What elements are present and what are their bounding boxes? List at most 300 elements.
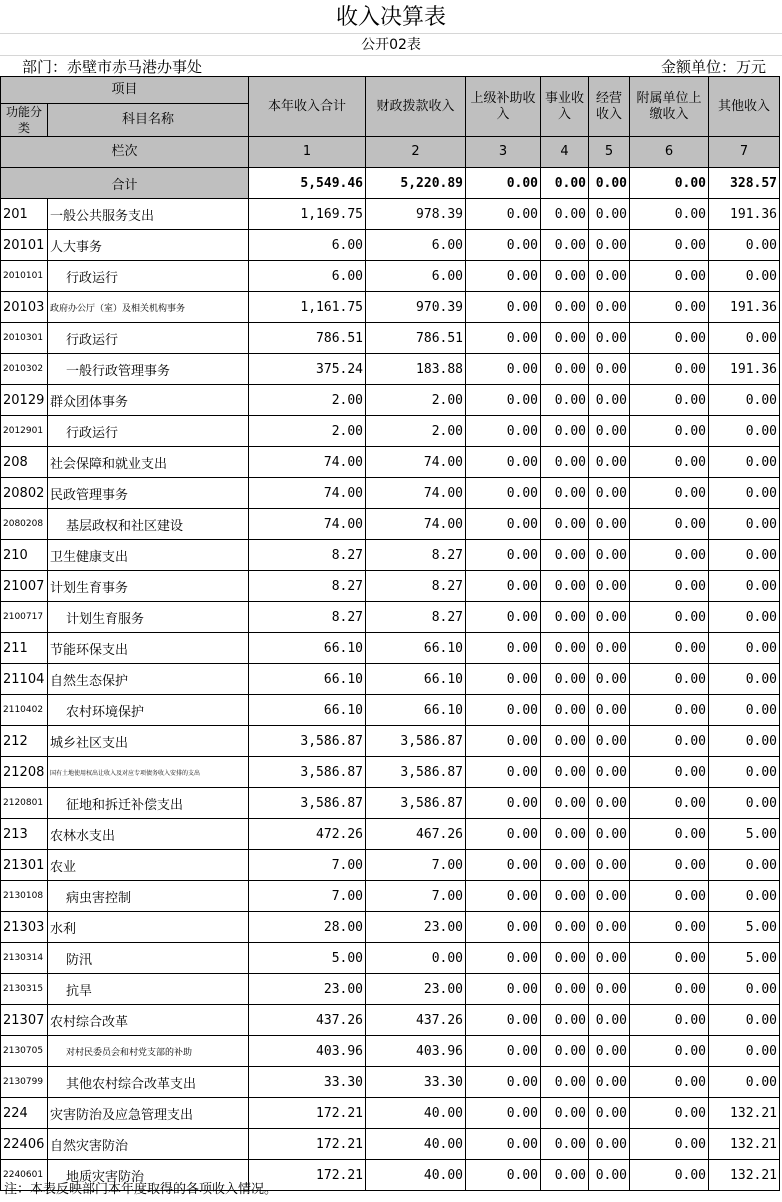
row-value: 2.00 bbox=[249, 416, 366, 447]
row-value: 0.00 bbox=[589, 478, 630, 509]
table-row bbox=[1, 1129, 780, 1160]
row-value: 0.00 bbox=[541, 540, 589, 571]
table-row bbox=[1, 416, 780, 447]
report-title: 收入决算表 bbox=[335, 5, 446, 30]
row-code: 20101 bbox=[1, 230, 48, 261]
row-value: 0.00 bbox=[541, 943, 589, 974]
row-value: 0.00 bbox=[709, 881, 780, 912]
row-value: 8.27 bbox=[249, 602, 366, 633]
row-value: 0.00 bbox=[541, 850, 589, 881]
row-code: 20802 bbox=[1, 478, 48, 509]
table-row bbox=[1, 943, 780, 974]
total-value: 328.57 bbox=[709, 168, 780, 199]
table-row bbox=[1, 571, 780, 602]
row-value: 403.96 bbox=[366, 1036, 466, 1067]
row-value: 74.00 bbox=[249, 447, 366, 478]
row-value: 3,586.87 bbox=[366, 788, 466, 819]
row-value: 0.00 bbox=[630, 292, 709, 323]
row-subject-name: 群众团体事务 bbox=[48, 385, 249, 416]
row-value: 403.96 bbox=[249, 1036, 366, 1067]
row-subject-name: 节能环保支出 bbox=[48, 633, 249, 664]
row-code: 2240601 bbox=[1, 1160, 48, 1191]
row-value: 0.00 bbox=[589, 1005, 630, 1036]
row-value: 437.26 bbox=[366, 1005, 466, 1036]
row-value: 172.21 bbox=[249, 1129, 366, 1160]
row-code: 21301 bbox=[1, 850, 48, 881]
row-subject-name: 防汛 bbox=[48, 943, 249, 974]
table-row bbox=[1, 1005, 780, 1036]
row-code: 2130799 bbox=[1, 1067, 48, 1098]
row-value: 0.00 bbox=[589, 788, 630, 819]
table-row bbox=[1, 819, 780, 850]
row-value: 0.00 bbox=[589, 757, 630, 788]
row-value: 0.00 bbox=[466, 695, 541, 726]
row-value: 0.00 bbox=[709, 416, 780, 447]
row-value: 0.00 bbox=[466, 1129, 541, 1160]
row-value: 66.10 bbox=[366, 695, 466, 726]
row-value: 0.00 bbox=[541, 602, 589, 633]
row-subject-name: 水利 bbox=[48, 912, 249, 943]
row-value: 0.00 bbox=[466, 385, 541, 416]
row-code: 20129 bbox=[1, 385, 48, 416]
row-value: 0.00 bbox=[541, 1036, 589, 1067]
row-value: 0.00 bbox=[541, 261, 589, 292]
row-subject-name: 一般行政管理事务 bbox=[48, 354, 249, 385]
row-value: 132.21 bbox=[709, 1129, 780, 1160]
row-code: 2130315 bbox=[1, 974, 48, 1005]
row-value: 0.00 bbox=[466, 1098, 541, 1129]
row-value: 172.21 bbox=[249, 1160, 366, 1191]
row-value: 191.36 bbox=[709, 199, 780, 230]
table-row bbox=[1, 912, 780, 943]
row-subject-name: 其他农村综合改革支出 bbox=[48, 1067, 249, 1098]
header-col-6: 附属单位上缴收入 bbox=[630, 77, 709, 137]
row-value: 6.00 bbox=[249, 230, 366, 261]
row-value: 66.10 bbox=[366, 633, 466, 664]
row-value: 8.27 bbox=[366, 602, 466, 633]
row-value: 3,586.87 bbox=[249, 726, 366, 757]
row-code: 224 bbox=[1, 1098, 48, 1129]
row-value: 0.00 bbox=[709, 602, 780, 633]
row-value: 23.00 bbox=[249, 974, 366, 1005]
row-value: 0.00 bbox=[630, 1129, 709, 1160]
total-value: 5,549.46 bbox=[249, 168, 366, 199]
row-subject-name: 抗旱 bbox=[48, 974, 249, 1005]
row-value: 7.00 bbox=[366, 850, 466, 881]
row-value: 7.00 bbox=[366, 881, 466, 912]
row-code: 2130314 bbox=[1, 943, 48, 974]
row-value: 0.00 bbox=[466, 788, 541, 819]
row-value: 0.00 bbox=[630, 354, 709, 385]
row-value: 0.00 bbox=[466, 1160, 541, 1191]
table-row bbox=[1, 1098, 780, 1129]
row-subject-name: 行政运行 bbox=[48, 323, 249, 354]
table-row bbox=[1, 261, 780, 292]
row-value: 40.00 bbox=[366, 1160, 466, 1191]
row-code: 212 bbox=[1, 726, 48, 757]
header-col-2: 财政拨款收入 bbox=[366, 77, 466, 137]
row-value: 0.00 bbox=[366, 943, 466, 974]
row-value: 0.00 bbox=[630, 571, 709, 602]
row-value: 0.00 bbox=[589, 664, 630, 695]
header-col-7: 其他收入 bbox=[709, 77, 780, 137]
row-code: 213 bbox=[1, 819, 48, 850]
header-col-3: 上级补助收入 bbox=[466, 77, 541, 137]
row-value: 0.00 bbox=[541, 447, 589, 478]
row-subject-name: 自然生态保护 bbox=[48, 664, 249, 695]
row-value: 2.00 bbox=[366, 416, 466, 447]
row-value: 0.00 bbox=[466, 1005, 541, 1036]
row-value: 0.00 bbox=[589, 881, 630, 912]
row-value: 467.26 bbox=[366, 819, 466, 850]
table-row bbox=[1, 1067, 780, 1098]
row-subject-name: 卫生健康支出 bbox=[48, 540, 249, 571]
row-value: 0.00 bbox=[466, 571, 541, 602]
table-row bbox=[1, 230, 780, 261]
table-row bbox=[1, 974, 780, 1005]
row-value: 7.00 bbox=[249, 850, 366, 881]
row-value: 0.00 bbox=[630, 1005, 709, 1036]
row-code: 2010301 bbox=[1, 323, 48, 354]
header-row-1 bbox=[1, 77, 780, 104]
row-value: 3,586.87 bbox=[249, 788, 366, 819]
row-value: 0.00 bbox=[630, 819, 709, 850]
row-value: 0.00 bbox=[589, 850, 630, 881]
row-subject-name: 农业 bbox=[48, 850, 249, 881]
row-value: 0.00 bbox=[630, 757, 709, 788]
row-value: 0.00 bbox=[630, 912, 709, 943]
row-value: 74.00 bbox=[366, 478, 466, 509]
row-value: 0.00 bbox=[709, 695, 780, 726]
row-value: 0.00 bbox=[589, 509, 630, 540]
row-value: 0.00 bbox=[630, 602, 709, 633]
row-value: 0.00 bbox=[541, 509, 589, 540]
row-value: 0.00 bbox=[589, 943, 630, 974]
row-value: 0.00 bbox=[630, 261, 709, 292]
total-value: 0.00 bbox=[466, 168, 541, 199]
row-value: 0.00 bbox=[541, 478, 589, 509]
row-value: 5.00 bbox=[249, 943, 366, 974]
total-value: 0.00 bbox=[541, 168, 589, 199]
row-value: 0.00 bbox=[541, 1067, 589, 1098]
row-value: 0.00 bbox=[709, 974, 780, 1005]
row-subject-name: 对村民委员会和村党支部的补助 bbox=[48, 1036, 249, 1067]
row-value: 0.00 bbox=[630, 974, 709, 1005]
row-subject-name: 农村环境保护 bbox=[48, 695, 249, 726]
row-value: 1,161.75 bbox=[249, 292, 366, 323]
row-value: 0.00 bbox=[630, 1098, 709, 1129]
row-value: 0.00 bbox=[466, 633, 541, 664]
row-value: 0.00 bbox=[709, 1067, 780, 1098]
row-value: 0.00 bbox=[589, 540, 630, 571]
table-row bbox=[1, 540, 780, 571]
row-code: 21104 bbox=[1, 664, 48, 695]
row-value: 786.51 bbox=[249, 323, 366, 354]
row-value: 8.27 bbox=[249, 571, 366, 602]
row-value: 0.00 bbox=[630, 1067, 709, 1098]
row-value: 0.00 bbox=[541, 881, 589, 912]
row-value: 0.00 bbox=[541, 292, 589, 323]
header-col-1: 本年收入合计 bbox=[249, 77, 366, 137]
row-value: 0.00 bbox=[709, 447, 780, 478]
row-value: 0.00 bbox=[709, 571, 780, 602]
row-subject-name: 人大事务 bbox=[48, 230, 249, 261]
row-value: 0.00 bbox=[589, 292, 630, 323]
table-row bbox=[1, 199, 780, 230]
row-value: 0.00 bbox=[589, 695, 630, 726]
row-value: 0.00 bbox=[466, 199, 541, 230]
total-value: 0.00 bbox=[630, 168, 709, 199]
row-value: 8.27 bbox=[366, 571, 466, 602]
row-subject-name: 病虫害控制 bbox=[48, 881, 249, 912]
row-value: 0.00 bbox=[630, 726, 709, 757]
total-row bbox=[1, 168, 780, 199]
row-value: 0.00 bbox=[630, 447, 709, 478]
row-code: 2010101 bbox=[1, 261, 48, 292]
header-col-4: 事业收入 bbox=[541, 77, 589, 137]
row-value: 0.00 bbox=[709, 509, 780, 540]
row-value: 5.00 bbox=[709, 819, 780, 850]
row-value: 0.00 bbox=[589, 1160, 630, 1191]
row-value: 0.00 bbox=[466, 881, 541, 912]
row-value: 0.00 bbox=[589, 261, 630, 292]
table-row bbox=[1, 478, 780, 509]
row-value: 0.00 bbox=[466, 664, 541, 695]
row-value: 970.39 bbox=[366, 292, 466, 323]
row-value: 3,586.87 bbox=[249, 757, 366, 788]
row-value: 66.10 bbox=[366, 664, 466, 695]
row-value: 0.00 bbox=[541, 571, 589, 602]
row-value: 0.00 bbox=[589, 1067, 630, 1098]
row-value: 40.00 bbox=[366, 1129, 466, 1160]
row-subject-name: 自然灾害防治 bbox=[48, 1129, 249, 1160]
col-number: 4 bbox=[541, 137, 589, 168]
row-value: 0.00 bbox=[630, 199, 709, 230]
row-value: 0.00 bbox=[630, 881, 709, 912]
row-value: 5.00 bbox=[709, 912, 780, 943]
row-subject-name: 灾害防治及应急管理支出 bbox=[48, 1098, 249, 1129]
row-value: 0.00 bbox=[541, 416, 589, 447]
row-value: 0.00 bbox=[589, 602, 630, 633]
row-value: 0.00 bbox=[630, 478, 709, 509]
row-code: 208 bbox=[1, 447, 48, 478]
col-number: 7 bbox=[709, 137, 780, 168]
header-row-index bbox=[1, 137, 780, 168]
row-value: 0.00 bbox=[541, 664, 589, 695]
row-value: 0.00 bbox=[630, 416, 709, 447]
row-value: 74.00 bbox=[249, 478, 366, 509]
table-row bbox=[1, 385, 780, 416]
row-value: 0.00 bbox=[466, 757, 541, 788]
row-value: 0.00 bbox=[589, 1129, 630, 1160]
table-row bbox=[1, 695, 780, 726]
table-row bbox=[1, 633, 780, 664]
row-value: 3,586.87 bbox=[366, 726, 466, 757]
row-subject-name: 计划生育服务 bbox=[48, 602, 249, 633]
row-value: 0.00 bbox=[466, 292, 541, 323]
row-value: 0.00 bbox=[709, 788, 780, 819]
row-value: 0.00 bbox=[541, 757, 589, 788]
row-value: 375.24 bbox=[249, 354, 366, 385]
row-subject-name: 社会保障和就业支出 bbox=[48, 447, 249, 478]
row-value: 0.00 bbox=[589, 385, 630, 416]
table-row bbox=[1, 881, 780, 912]
row-subject-name: 农村综合改革 bbox=[48, 1005, 249, 1036]
row-value: 0.00 bbox=[466, 602, 541, 633]
header-item: 项目 bbox=[1, 77, 249, 104]
row-value: 0.00 bbox=[466, 323, 541, 354]
col-number: 2 bbox=[366, 137, 466, 168]
row-value: 0.00 bbox=[589, 1036, 630, 1067]
row-value: 74.00 bbox=[366, 447, 466, 478]
row-value: 0.00 bbox=[466, 509, 541, 540]
row-value: 0.00 bbox=[709, 385, 780, 416]
row-subject-name: 政府办公厅（室）及相关机构事务 bbox=[48, 292, 249, 323]
row-value: 1,169.75 bbox=[249, 199, 366, 230]
row-value: 0.00 bbox=[589, 447, 630, 478]
table-row bbox=[1, 788, 780, 819]
row-value: 0.00 bbox=[541, 1005, 589, 1036]
row-subject-name: 城乡社区支出 bbox=[48, 726, 249, 757]
row-value: 0.00 bbox=[709, 323, 780, 354]
income-table bbox=[0, 76, 780, 1191]
row-value: 0.00 bbox=[709, 478, 780, 509]
department-label: 部门：赤壁市赤马港办事处 bbox=[22, 58, 203, 76]
row-code: 21303 bbox=[1, 912, 48, 943]
row-value: 0.00 bbox=[541, 323, 589, 354]
row-value: 23.00 bbox=[366, 974, 466, 1005]
row-code: 22406 bbox=[1, 1129, 48, 1160]
row-value: 0.00 bbox=[589, 323, 630, 354]
row-subject-name: 国有土地使用权出让收入及对应专项债务收入安排的支出 bbox=[48, 757, 249, 788]
row-code: 2080208 bbox=[1, 509, 48, 540]
row-value: 0.00 bbox=[541, 354, 589, 385]
row-value: 40.00 bbox=[366, 1098, 466, 1129]
row-value: 8.27 bbox=[366, 540, 466, 571]
row-value: 183.88 bbox=[366, 354, 466, 385]
row-code: 21208 bbox=[1, 757, 48, 788]
row-value: 0.00 bbox=[589, 633, 630, 664]
col-number: 5 bbox=[589, 137, 630, 168]
row-value: 23.00 bbox=[366, 912, 466, 943]
row-value: 0.00 bbox=[630, 540, 709, 571]
row-value: 0.00 bbox=[466, 819, 541, 850]
row-code: 2010302 bbox=[1, 354, 48, 385]
header-func-class: 功能分类 bbox=[1, 104, 48, 137]
row-value: 191.36 bbox=[709, 292, 780, 323]
table-note: 注：本表反映部门本年度取得的各项收入情况。 bbox=[4, 1182, 278, 1197]
table-row bbox=[1, 726, 780, 757]
row-value: 0.00 bbox=[541, 1098, 589, 1129]
row-value: 0.00 bbox=[709, 230, 780, 261]
row-value: 0.00 bbox=[709, 633, 780, 664]
row-value: 74.00 bbox=[366, 509, 466, 540]
row-code: 20103 bbox=[1, 292, 48, 323]
row-value: 0.00 bbox=[709, 1036, 780, 1067]
header-row-index-label: 栏次 bbox=[1, 137, 249, 168]
row-value: 0.00 bbox=[466, 540, 541, 571]
row-value: 0.00 bbox=[466, 974, 541, 1005]
col-number: 1 bbox=[249, 137, 366, 168]
row-value: 0.00 bbox=[589, 199, 630, 230]
row-value: 8.27 bbox=[249, 540, 366, 571]
row-value: 0.00 bbox=[466, 447, 541, 478]
row-value: 0.00 bbox=[630, 633, 709, 664]
row-value: 786.51 bbox=[366, 323, 466, 354]
row-value: 132.21 bbox=[709, 1098, 780, 1129]
table-row bbox=[1, 664, 780, 695]
header-col-5: 经营收入 bbox=[589, 77, 630, 137]
row-value: 0.00 bbox=[466, 1067, 541, 1098]
total-value: 0.00 bbox=[589, 168, 630, 199]
header-subject-name: 科目名称 bbox=[48, 104, 249, 137]
table-row bbox=[1, 757, 780, 788]
row-value: 6.00 bbox=[366, 230, 466, 261]
row-value: 0.00 bbox=[589, 1098, 630, 1129]
row-subject-name: 行政运行 bbox=[48, 261, 249, 292]
row-subject-name: 一般公共服务支出 bbox=[48, 199, 249, 230]
table-row bbox=[1, 447, 780, 478]
row-value: 0.00 bbox=[589, 230, 630, 261]
row-subject-name: 农林水支出 bbox=[48, 819, 249, 850]
row-value: 28.00 bbox=[249, 912, 366, 943]
table-row bbox=[1, 292, 780, 323]
row-value: 0.00 bbox=[466, 230, 541, 261]
col-number: 3 bbox=[466, 137, 541, 168]
row-value: 6.00 bbox=[249, 261, 366, 292]
table-row bbox=[1, 354, 780, 385]
table-row bbox=[1, 323, 780, 354]
row-value: 0.00 bbox=[466, 850, 541, 881]
row-value: 7.00 bbox=[249, 881, 366, 912]
row-value: 0.00 bbox=[709, 850, 780, 881]
row-value: 0.00 bbox=[630, 943, 709, 974]
row-value: 0.00 bbox=[709, 757, 780, 788]
row-subject-name: 征地和拆迁补偿支出 bbox=[48, 788, 249, 819]
row-subject-name: 民政管理事务 bbox=[48, 478, 249, 509]
row-value: 0.00 bbox=[541, 199, 589, 230]
col-number: 6 bbox=[630, 137, 709, 168]
row-code: 21307 bbox=[1, 1005, 48, 1036]
table-row bbox=[1, 1036, 780, 1067]
row-value: 437.26 bbox=[249, 1005, 366, 1036]
table-row bbox=[1, 509, 780, 540]
row-value: 0.00 bbox=[630, 695, 709, 726]
row-code: 2130108 bbox=[1, 881, 48, 912]
row-value: 0.00 bbox=[541, 726, 589, 757]
row-value: 191.36 bbox=[709, 354, 780, 385]
row-value: 0.00 bbox=[541, 819, 589, 850]
row-value: 33.30 bbox=[366, 1067, 466, 1098]
total-value: 5,220.89 bbox=[366, 168, 466, 199]
row-value: 0.00 bbox=[466, 912, 541, 943]
row-value: 0.00 bbox=[589, 726, 630, 757]
row-value: 0.00 bbox=[630, 323, 709, 354]
row-value: 0.00 bbox=[630, 509, 709, 540]
row-value: 0.00 bbox=[466, 1036, 541, 1067]
row-value: 132.21 bbox=[709, 1160, 780, 1191]
row-value: 0.00 bbox=[589, 571, 630, 602]
report-subtitle: 公开02表 bbox=[361, 37, 421, 53]
row-value: 2.00 bbox=[366, 385, 466, 416]
row-value: 172.21 bbox=[249, 1098, 366, 1129]
row-code: 2130705 bbox=[1, 1036, 48, 1067]
row-value: 0.00 bbox=[589, 416, 630, 447]
row-value: 5.00 bbox=[709, 943, 780, 974]
row-value: 0.00 bbox=[541, 1160, 589, 1191]
row-value: 3,586.87 bbox=[366, 757, 466, 788]
table-row bbox=[1, 850, 780, 881]
